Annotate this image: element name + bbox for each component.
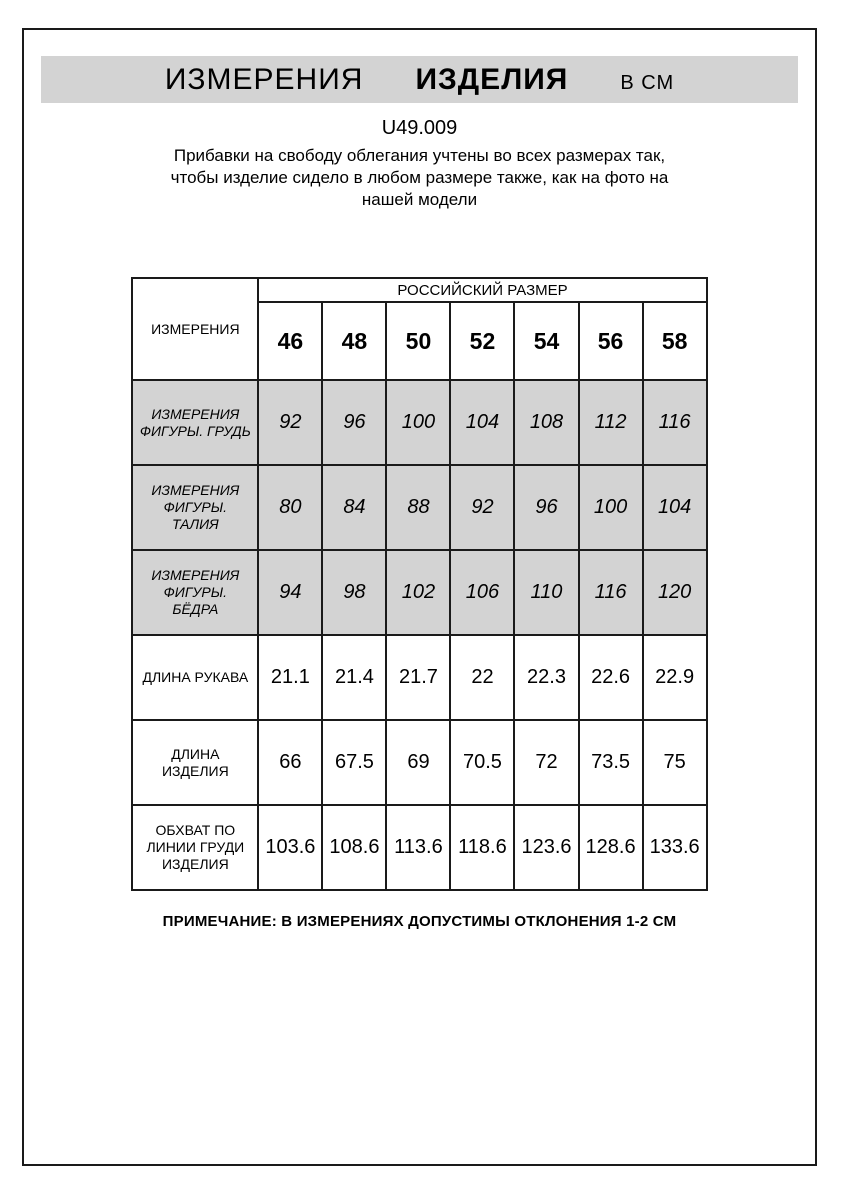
measurement-cell: 92 <box>258 380 322 465</box>
row-label: ДЛИНА ИЗДЕЛИЯ <box>132 720 258 805</box>
size-column-header: 46 <box>258 302 322 380</box>
measurement-cell: 110 <box>514 550 578 635</box>
row-label: ИЗМЕРЕНИЯ ФИГУРЫ. БЁДРА <box>132 550 258 635</box>
measurement-cell: 128.6 <box>579 805 643 890</box>
size-column-header: 48 <box>322 302 386 380</box>
measurement-cell: 116 <box>579 550 643 635</box>
row-label: ДЛИНА РУКАВА <box>132 635 258 720</box>
measurement-cell: 88 <box>386 465 450 550</box>
size-column-header: 50 <box>386 302 450 380</box>
measurement-cell: 22.6 <box>579 635 643 720</box>
measurement-cell: 69 <box>386 720 450 805</box>
table-row <box>132 465 706 550</box>
size-column-header: 54 <box>514 302 578 380</box>
title-units: В СМ <box>620 72 675 94</box>
fit-description-line: чтобы изделие сидело в любом размере также, как на фото на <box>170 168 669 187</box>
measurement-cell: 133.6 <box>643 805 707 890</box>
measurement-cell: 94 <box>258 550 322 635</box>
measurement-cell: 106 <box>450 550 514 635</box>
measurement-cell: 103.6 <box>258 805 322 890</box>
measurement-cell: 22.3 <box>514 635 578 720</box>
measurement-cell: 104 <box>643 465 707 550</box>
measurement-cell: 118.6 <box>450 805 514 890</box>
measurement-cell: 67.5 <box>322 720 386 805</box>
fit-description-line: Прибавки на свободу облегания учтены во всех размерах так, <box>173 146 666 165</box>
group-header-row <box>132 278 706 302</box>
measurement-cell: 104 <box>450 380 514 465</box>
table-corner-header: ИЗМЕРЕНИЯ <box>132 278 258 380</box>
measurement-cell: 22.9 <box>643 635 707 720</box>
measurement-cell: 70.5 <box>450 720 514 805</box>
measurement-cell: 22 <box>450 635 514 720</box>
measurement-cell: 96 <box>514 465 578 550</box>
measurement-cell: 120 <box>643 550 707 635</box>
measurement-cell: 96 <box>322 380 386 465</box>
measurement-cell: 100 <box>579 465 643 550</box>
measurement-cell: 92 <box>450 465 514 550</box>
document-page <box>22 28 817 1166</box>
size-column-header: 56 <box>579 302 643 380</box>
measurement-cell: 75 <box>643 720 707 805</box>
measurement-cell: 100 <box>386 380 450 465</box>
row-label: ИЗМЕРЕНИЯ ФИГУРЫ. ТАЛИЯ <box>132 465 258 550</box>
measurement-cell: 72 <box>514 720 578 805</box>
measurement-cell: 102 <box>386 550 450 635</box>
size-table <box>131 277 707 891</box>
table-row <box>132 720 706 805</box>
size-column-header: 52 <box>450 302 514 380</box>
fit-description-line: нашей модели <box>361 190 478 209</box>
measurement-cell: 98 <box>322 550 386 635</box>
measurement-cell: 116 <box>643 380 707 465</box>
table-row <box>132 550 706 635</box>
table-row <box>132 805 706 890</box>
measurement-cell: 80 <box>258 465 322 550</box>
russian-size-group-header: РОССИЙСКИЙ РАЗМЕР <box>258 278 706 302</box>
measurement-cell: 123.6 <box>514 805 578 890</box>
measurement-cell: 21.4 <box>322 635 386 720</box>
fit-description <box>24 145 815 211</box>
title-word-measurements: ИЗМЕРЕНИЯ <box>164 63 364 96</box>
measurement-cell: 112 <box>579 380 643 465</box>
row-label: ИЗМЕРЕНИЯ ФИГУРЫ. ГРУДЬ <box>132 380 258 465</box>
title-word-product: ИЗДЕЛИЯ <box>415 63 569 96</box>
product-code: U49.009 <box>381 117 458 139</box>
page-title-bar <box>41 56 798 103</box>
tolerance-note: ПРИМЕЧАНИЕ: В ИЗМЕРЕНИЯХ ДОПУСТИМЫ ОТКЛОНЕНИЯ 1-2 СМ <box>162 913 677 930</box>
measurement-cell: 66 <box>258 720 322 805</box>
measurement-cell: 73.5 <box>579 720 643 805</box>
row-label: ОБХВАТ ПО ЛИНИИ ГРУДИ ИЗДЕЛИЯ <box>132 805 258 890</box>
measurement-cell: 21.7 <box>386 635 450 720</box>
table-row <box>132 635 706 720</box>
measurement-cell: 84 <box>322 465 386 550</box>
measurement-cell: 21.1 <box>258 635 322 720</box>
measurement-cell: 113.6 <box>386 805 450 890</box>
table-row <box>132 380 706 465</box>
measurement-cell: 108 <box>514 380 578 465</box>
measurement-cell: 108.6 <box>322 805 386 890</box>
size-column-header: 58 <box>643 302 707 380</box>
